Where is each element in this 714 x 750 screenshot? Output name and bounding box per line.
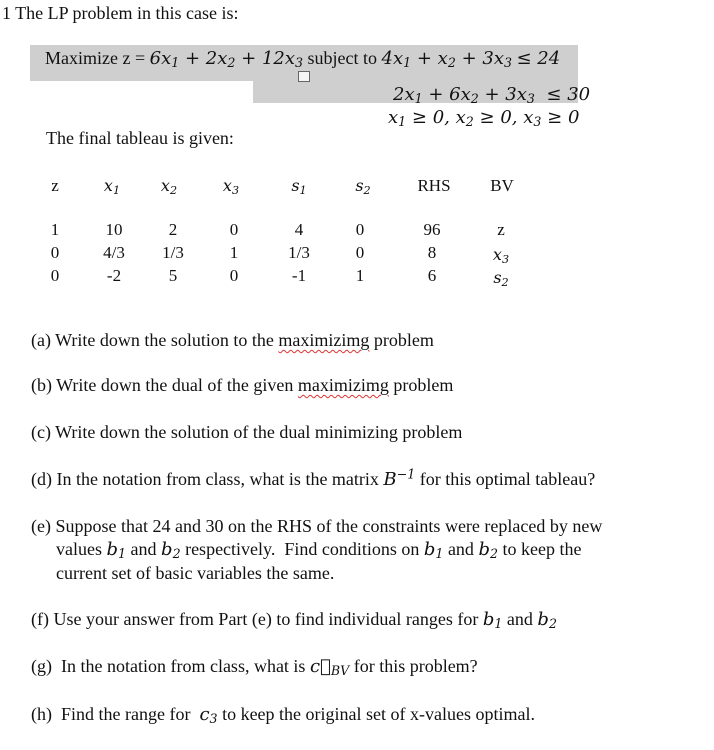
table-cell: 0	[50, 243, 60, 262]
col-header-x2: $x_2$	[160, 176, 178, 197]
table-cell: -2	[106, 266, 122, 285]
table-cell: 8	[427, 243, 437, 262]
table-cell: 10	[105, 220, 123, 239]
table-cell: 1	[50, 220, 60, 239]
table-cell: 4/3	[103, 243, 125, 262]
table-cell: 4	[294, 220, 304, 239]
table-cell: 1/3	[288, 243, 310, 262]
question-g: (g) In the notation from class, what is $c⃗_{BV}$ for this problem?	[31, 656, 478, 679]
problem-heading: 1 The LP problem in this case is:	[2, 3, 239, 23]
coef-c3: 12	[261, 48, 285, 69]
col-header-s1: $s_1$	[291, 176, 307, 197]
table-cell-bv-s2: $s_2$	[493, 268, 509, 289]
table-cell: 1	[355, 266, 365, 285]
table-cell: -1	[291, 266, 307, 285]
coef-c2: 2	[205, 48, 218, 69]
table-cell-bv-x3: $x_3$	[492, 245, 510, 266]
table-cell: 0	[229, 266, 239, 285]
question-d: (d) In the notation from class, what is the matrix $B^{-1}$ for this optimal tableau?	[31, 466, 596, 490]
table-cell: 5	[168, 266, 178, 285]
question-h: (h) Find the range for $c_3$ to keep the original set of x-values optimal.	[31, 704, 535, 727]
table-cell: 1/3	[162, 243, 184, 262]
table-cell: 0	[355, 243, 365, 262]
question-e: (e) Suppose that 24 and 30 on the RHS of the constraints were replaced by new	[31, 516, 603, 536]
coef-c1: 6	[149, 48, 162, 69]
table-cell: 2	[168, 220, 178, 239]
table-cell: z	[497, 220, 505, 239]
table-cell: 1	[229, 243, 239, 262]
final-tableau-label: The final tableau is given:	[46, 128, 234, 148]
object-anchor-icon	[298, 71, 310, 82]
col-header-z: z	[51, 176, 59, 195]
table-cell: 0	[229, 220, 239, 239]
col-header-x1: $x_1$	[103, 176, 121, 197]
question-e-line3: current set of basic variables the same.	[56, 563, 335, 583]
table-cell: 0	[50, 266, 60, 285]
col-header-rhs: RHS	[417, 176, 451, 195]
question-b: (b) Write down the dual of the given maximizimg problem	[31, 375, 454, 395]
constraint2-rhs: ≤ 30	[546, 84, 591, 105]
question-e-line2: values $b_1$ and $b_2$ respectively. Find conditions on $b_1$ and $b_2$ to keep the	[56, 539, 582, 562]
subject-to: subject to	[307, 48, 378, 68]
question-a: (a) Write down the solution to the maximizimg problem	[31, 330, 434, 350]
table-cell: 0	[355, 220, 365, 239]
col-header-bv: BV	[490, 176, 514, 195]
col-header-x3: $x_3$	[222, 176, 240, 197]
constraint1-rhs: ≤ 24	[516, 48, 561, 69]
table-cell: 6	[427, 266, 437, 285]
table-cell: 96	[423, 220, 441, 239]
objective-line: Maximize $z = 6x_1 + 2x_2 + 12x_3$ subject to $4x_1 + x_2 + 3x_3 \le 24$	[45, 48, 561, 71]
constraint2-line: $2x_1 + 6x_2 + 3x_3 \le 30$	[393, 84, 591, 107]
question-f: (f) Use your answer from Part (e) to find individual ranges for $b_1$ and $b_2$	[31, 609, 557, 632]
col-header-s2: $s_2$	[355, 176, 371, 197]
question-c: (c) Write down the solution of the dual minimizing problem	[31, 422, 463, 442]
nonnegativity-line: $x_1 \ge 0$, $x_2 \ge 0$, $x_3 \ge 0$	[388, 107, 580, 130]
